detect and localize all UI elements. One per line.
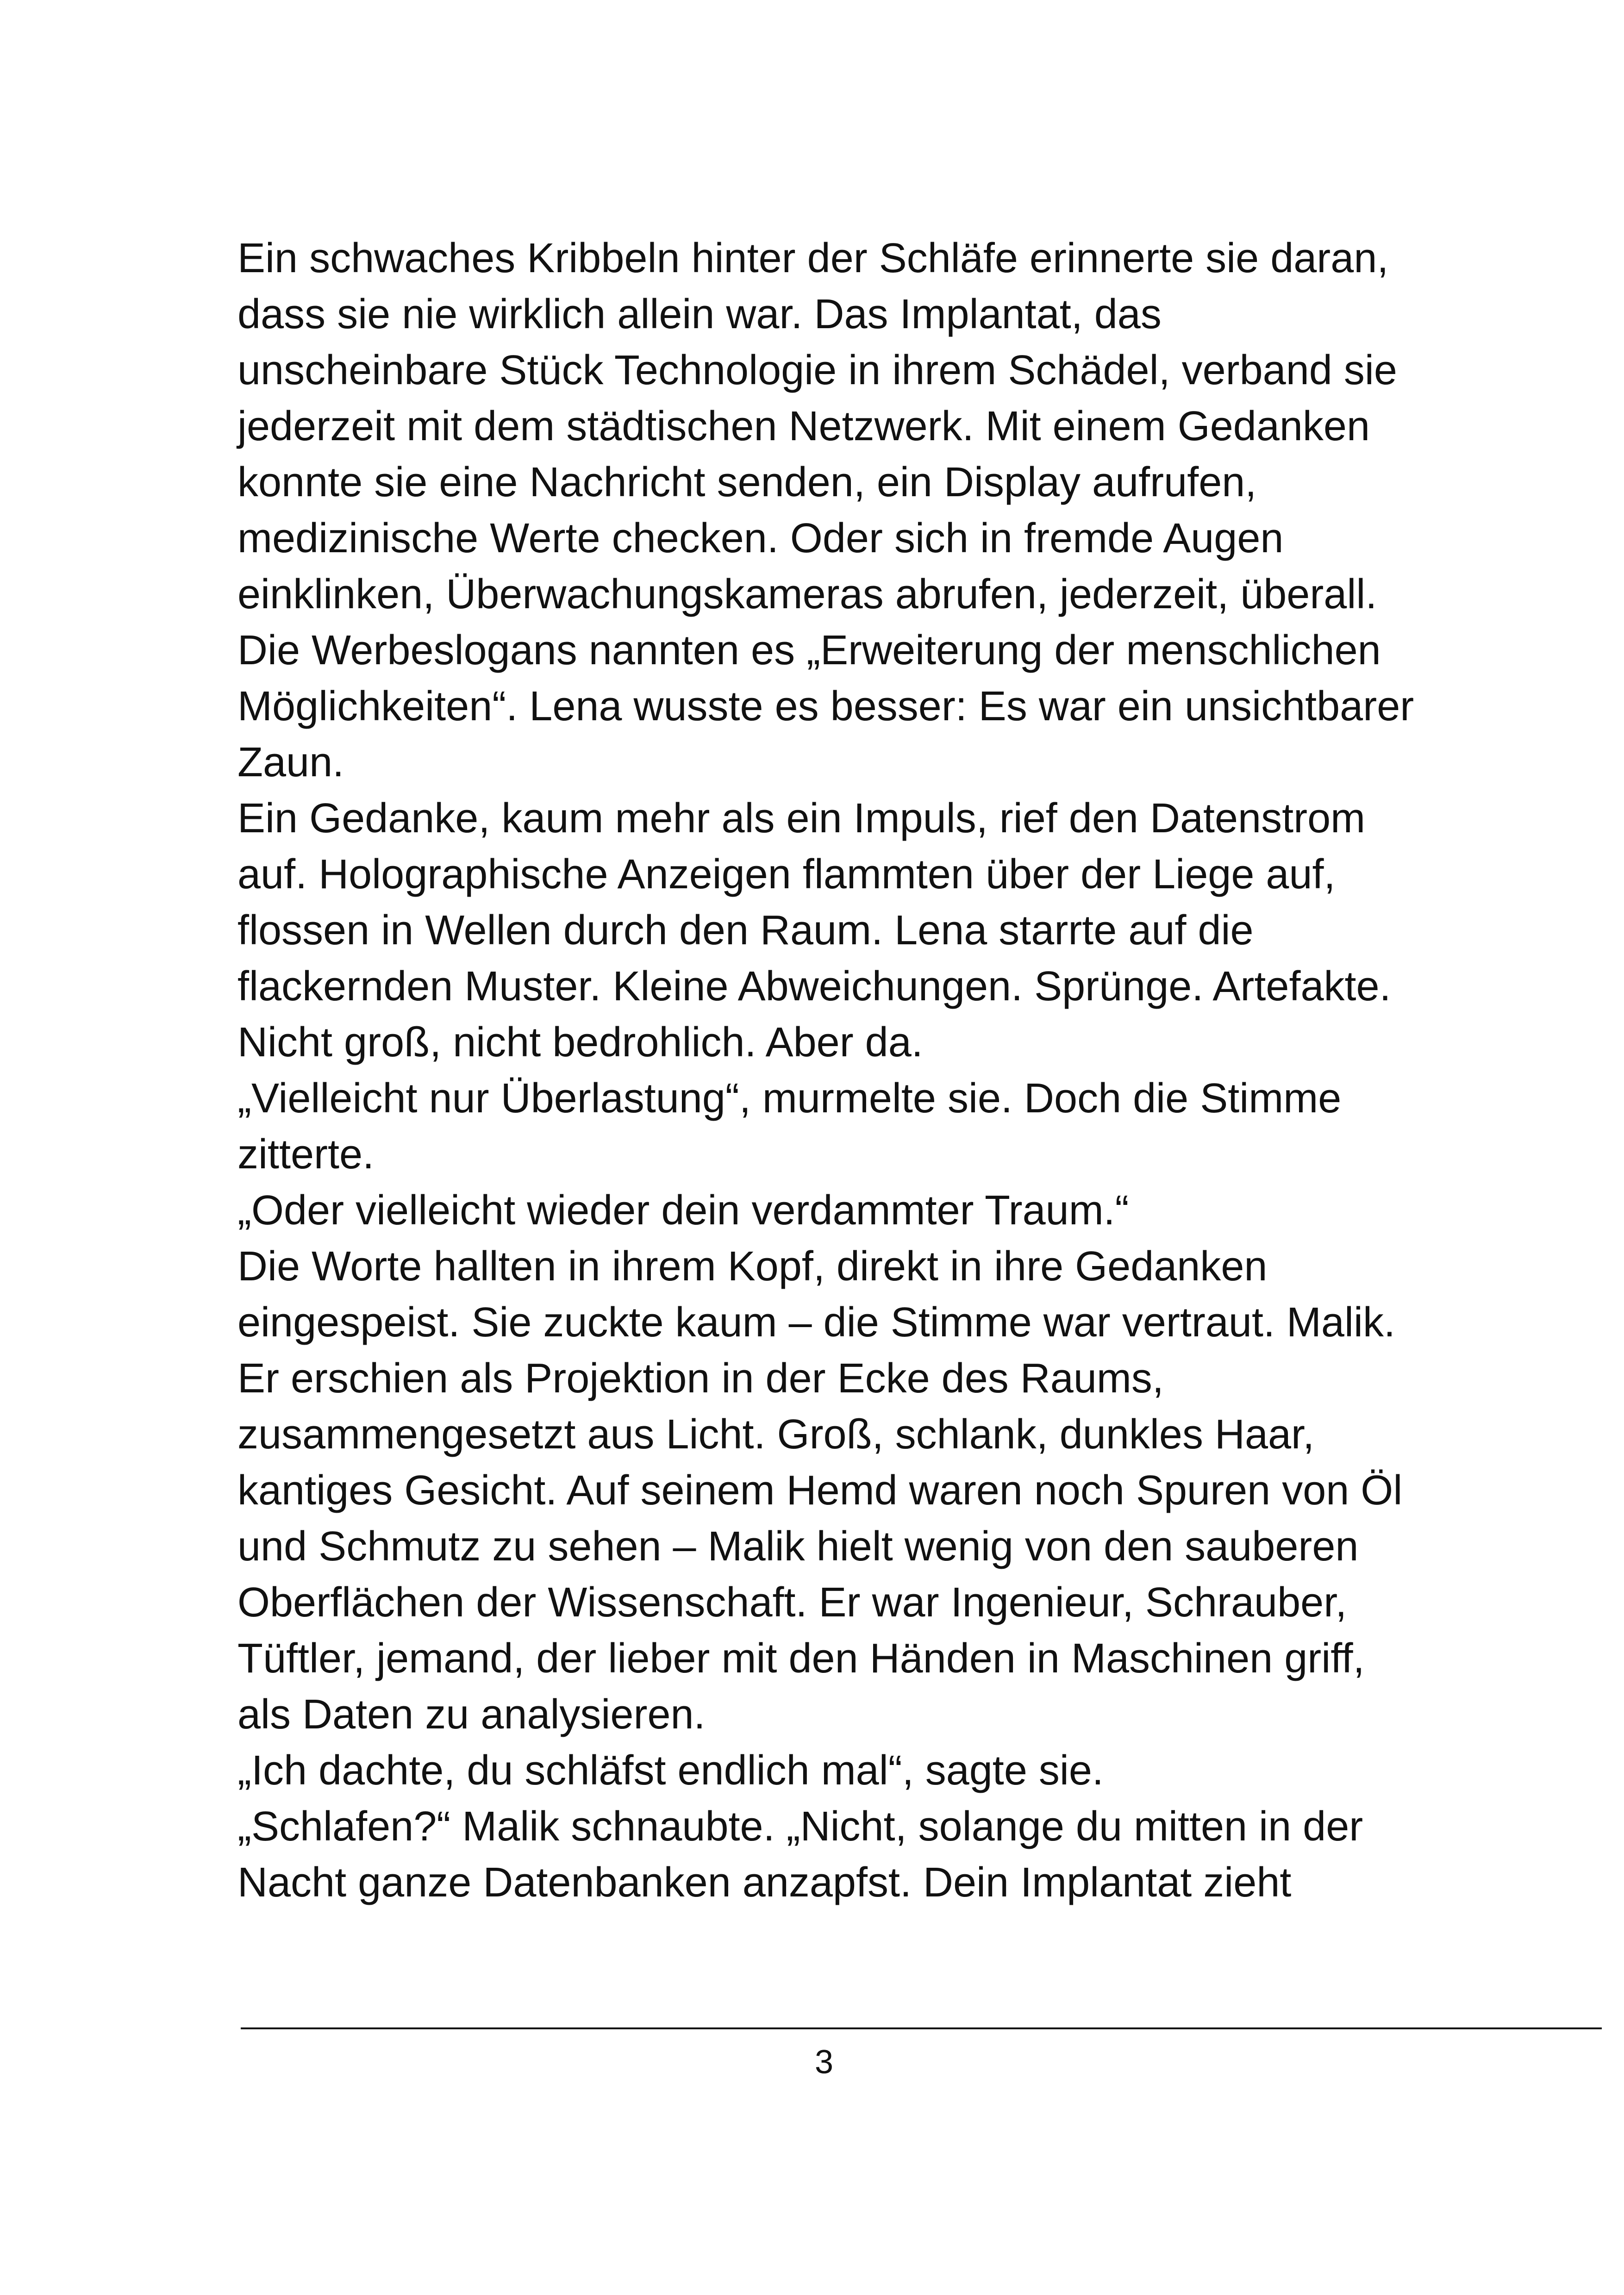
text-line: flossen in Wellen durch den Raum. Lena starrte auf die (237, 907, 1254, 954)
text-line: und Schmutz zu sehen – Malik hielt wenig von den sauberen (237, 1523, 1359, 1570)
text-line: Zaun. (237, 739, 344, 786)
text-line: flackernden Muster. Kleine Abweichungen. Sprünge. Artefakte. (237, 963, 1391, 1010)
text-line: Er erschien als Projektion in der Ecke des Raums, (237, 1355, 1164, 1402)
text-line: als Daten zu analysieren. (237, 1691, 706, 1738)
text-line: Ein Gedanke, kaum mehr als ein Impuls, rief den Datenstrom (237, 795, 1366, 842)
text-line: kantiges Gesicht. Auf seinem Hemd waren noch Spuren von Öl (237, 1467, 1403, 1514)
text-line: Die Werbeslogans nannten es „Erweiterung der menschlichen (237, 627, 1381, 674)
text-line: „Schlafen?“ Malik schnaubte. „Nicht, solange du mitten in der (237, 1803, 1363, 1850)
text-line: „Ich dachte, du schläfst endlich mal“, sagte sie. (237, 1747, 1104, 1794)
text-line: Tüftler, jemand, der lieber mit den Händen in Maschinen griff, (237, 1635, 1365, 1682)
page-number: 3 (814, 2044, 834, 2081)
text-line: zusammengesetzt aus Licht. Groß, schlank, dunkles Haar, (237, 1411, 1315, 1458)
text-line: auf. Holographische Anzeigen flammten über der Liege auf, (237, 851, 1336, 898)
text-line: Nicht groß, nicht bedrohlich. Aber da. (237, 1019, 923, 1066)
text-line: zitterte. (237, 1131, 375, 1178)
text-line: medizinische Werte checken. Oder sich in fremde Augen (237, 515, 1284, 561)
page-body-text (237, 231, 1441, 1911)
text-line: Nacht ganze Datenbanken anzapfst. Dein Implantat zieht (237, 1859, 1292, 1906)
footer-divider (241, 2027, 1602, 2029)
text-line: Die Worte hallten in ihrem Kopf, direkt in ihre Gedanken (237, 1243, 1268, 1290)
text-line: „Oder vielleicht wieder dein verdammter Traum.“ (237, 1187, 1129, 1234)
text-line: Ein schwaches Kribbeln hinter der Schläfe erinnerte sie daran, (237, 235, 1389, 281)
text-line: eingespeist. Sie zuckte kaum – die Stimme war vertraut. Malik. (237, 1299, 1395, 1346)
text-line: unscheinbare Stück Technologie in ihrem Schädel, verband sie (237, 347, 1397, 393)
text-line: konnte sie eine Nachricht senden, ein Display aufrufen, (237, 459, 1257, 505)
text-line: Oberflächen der Wissenschaft. Er war Ingenieur, Schrauber, (237, 1579, 1347, 1626)
text-line: einklinken, Überwachungskameras abrufen, jederzeit, überall. (237, 571, 1377, 617)
text-line: dass sie nie wirklich allein war. Das Implantat, das (237, 291, 1162, 337)
text-line: Möglichkeiten“. Lena wusste es besser: Es war ein unsichtbarer (237, 683, 1414, 730)
text-line: „Vielleicht nur Überlastung“, murmelte sie. Doch die Stimme (237, 1075, 1342, 1122)
text-line: jederzeit mit dem städtischen Netzwerk. Mit einem Gedanken (237, 403, 1370, 449)
